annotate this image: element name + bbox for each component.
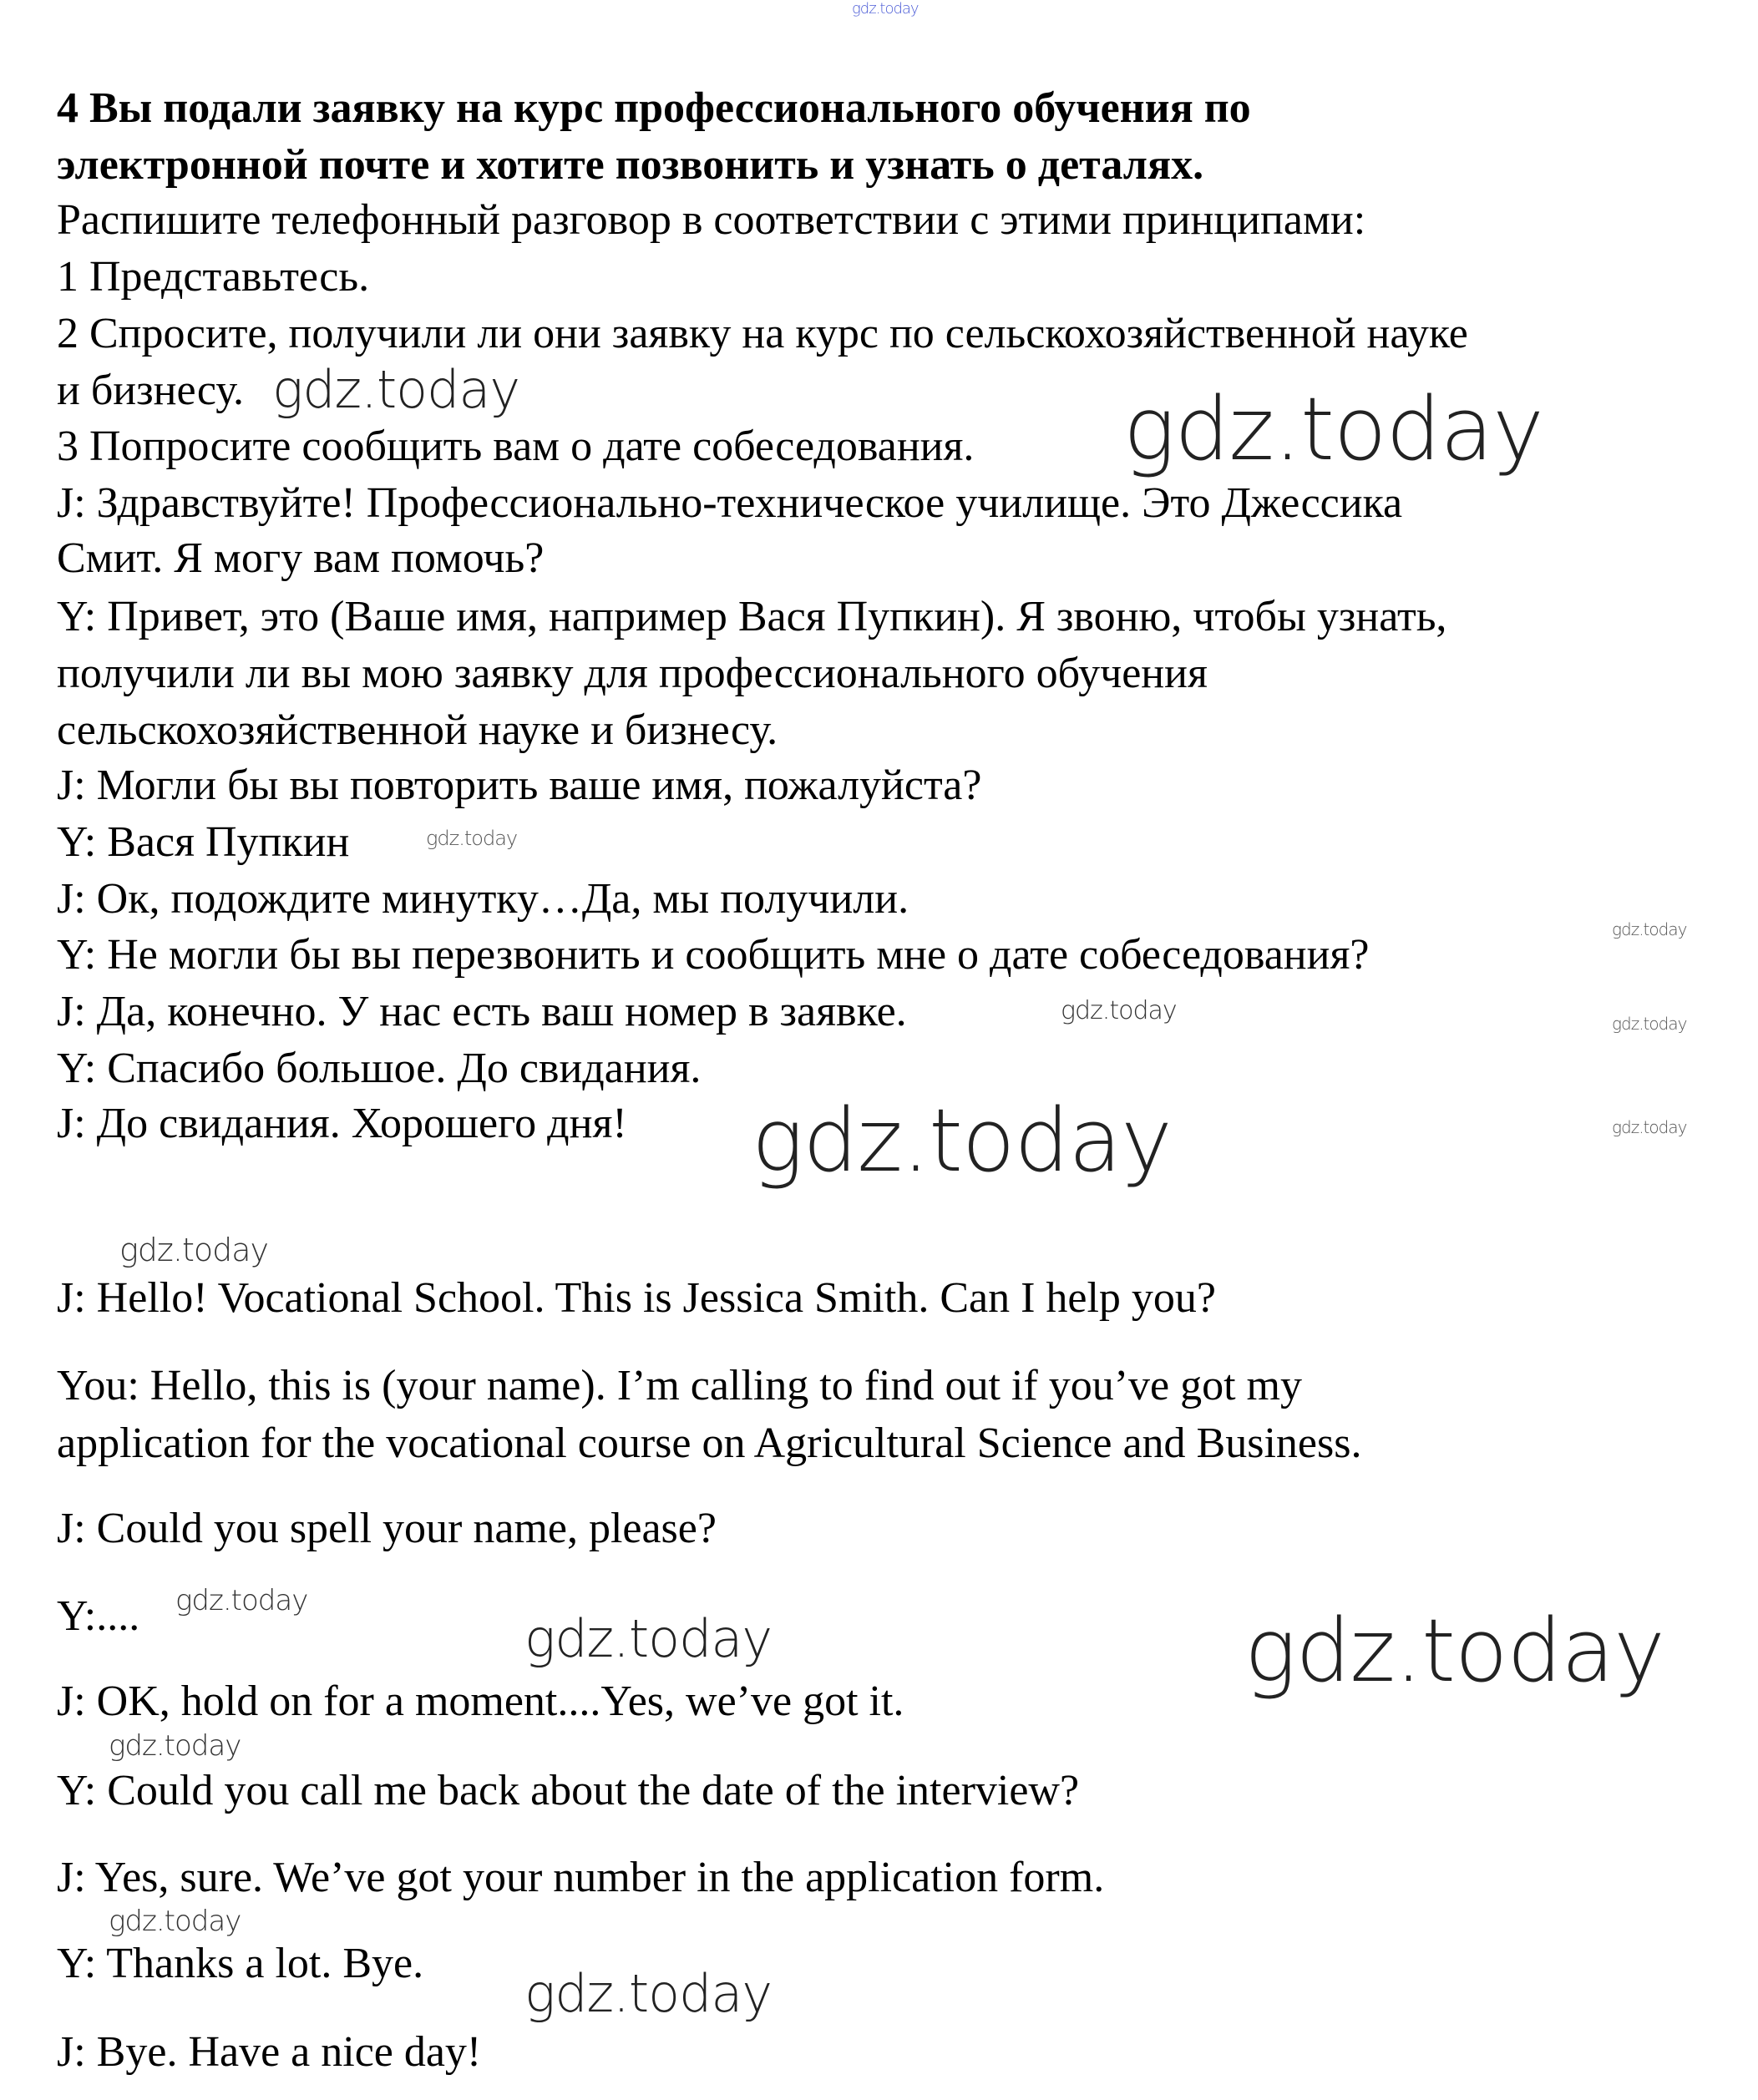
- watermark: gdz.today: [752, 1090, 1172, 1192]
- task-heading-line-1: 4 Вы подали заявку на курс профессионального обучения по: [57, 84, 1251, 132]
- text-line: Y: Вася Пупкин: [57, 818, 350, 866]
- text-line: J: Bye. Have a nice day!: [57, 2028, 482, 2076]
- text-line: Y: Could you call me back about the date of the interview?: [57, 1767, 1080, 1814]
- text-line: J: Могли бы вы повторить ваше имя, пожалуйста?: [57, 762, 982, 809]
- text-line: Y: Thanks a lot. Bye.: [57, 1940, 424, 1987]
- text-line: Смит. Я могу вам помочь?: [57, 534, 545, 582]
- text-line: Y:....: [57, 1592, 140, 1640]
- watermark: gdz.today: [1612, 1117, 1687, 1137]
- watermark: gdz.today: [272, 359, 520, 420]
- text-line: Y: Спасибо большое. До свидания.: [57, 1045, 702, 1092]
- watermark: gdz.today: [1123, 378, 1543, 480]
- watermark: gdz.today: [426, 827, 518, 850]
- watermark: gdz.today: [109, 1729, 241, 1763]
- watermark: gdz.today: [109, 1905, 241, 1938]
- text-line: Распишите телефонный разговор в соответствии с этими принципами:: [57, 196, 1366, 244]
- watermark: gdz.today: [524, 1963, 773, 2024]
- text-line: J: Hello! Vocational School. This is Jessica Smith. Can I help you?: [57, 1274, 1217, 1322]
- text-line: сельскохозяйственной науке и бизнесу.: [57, 706, 778, 754]
- text-line: J: Could you spell your name, please?: [57, 1505, 717, 1552]
- task-heading-line-2: электронной почте и хотите позвонить и узнать о деталях.: [57, 141, 1204, 189]
- top-watermark: gdz.today: [852, 0, 919, 18]
- watermark: gdz.today: [1244, 1600, 1664, 1702]
- text-line: application for the vocational course on Agricultural Science and Business.: [57, 1419, 1362, 1467]
- text-line: получили ли вы мою заявку для профессионального обучения: [57, 650, 1208, 697]
- watermark: gdz.today: [1061, 996, 1177, 1025]
- text-line: You: Hello, this is (your name). I’m calling to find out if you’ve got my: [57, 1362, 1302, 1409]
- watermark: gdz.today: [1612, 919, 1687, 939]
- text-line: Y: Не могли бы вы перезвонить и сообщить мне о дате собеседования?: [57, 931, 1370, 979]
- text-line: J: До свидания. Хорошего дня!: [57, 1100, 627, 1147]
- watermark: gdz.today: [1612, 1014, 1687, 1034]
- text-line: 3 Попросите сообщить вам о дате собеседования.: [57, 423, 975, 470]
- text-line: J: Здравствуйте! Профессионально-техническое училище. Это Джессика: [57, 479, 1403, 527]
- text-line: Y: Привет, это (Ваше имя, например Вася Пупкин). Я звоню, чтобы узнать,: [57, 593, 1447, 640]
- watermark: gdz.today: [119, 1232, 268, 1268]
- text-line: 1 Представьтесь.: [57, 253, 370, 301]
- text-line: J: Да, конечно. У нас есть ваш номер в заявке.: [57, 988, 907, 1035]
- text-line: J: OK, hold on for a moment....Yes, we’ve got it.: [57, 1677, 904, 1725]
- text-line: J: Ок, подождите минутку…Да, мы получили.: [57, 875, 909, 923]
- watermark: gdz.today: [175, 1584, 308, 1617]
- text-line: J: Yes, sure. We’ve got your number in the application form.: [57, 1854, 1105, 1901]
- text-line: 2 Спросите, получили ли они заявку на курс по сельскохозяйственной науке: [57, 310, 1468, 357]
- watermark: gdz.today: [524, 1608, 773, 1669]
- text-line: и бизнесу.: [57, 367, 245, 414]
